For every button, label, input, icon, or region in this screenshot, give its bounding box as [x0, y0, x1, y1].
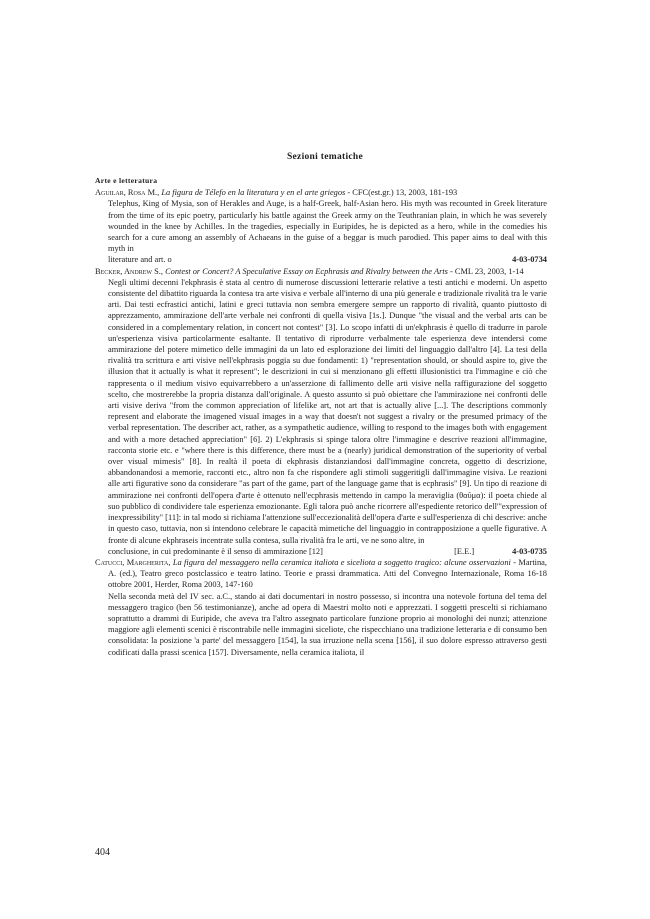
entry-code: 4-03-0734	[512, 255, 547, 265]
entry-title: Contest or Concert? A Speculative Essay on Ecphrasis and Rivalry between the Arts	[165, 266, 448, 276]
entry-title: La figura de Télefo en la literatura y en el arte griegos	[161, 188, 346, 198]
entry-author: Catucci, Margherita	[95, 557, 169, 567]
entry-code: 4-03-0735	[512, 546, 547, 556]
entry-end-line	[95, 546, 547, 557]
entry-citation: - CML 23, 2003, 1-14	[447, 266, 524, 276]
page-title: Sezioni tematiche	[286, 152, 364, 162]
entry-end-text: conclusione, in cui predominante è il senso di ammirazione [12]	[108, 546, 323, 556]
bibliography-entry	[95, 187, 547, 265]
entry-reference: Catucci, Margherita, La figura del messaggero nella ceramica italiota e siceliota a soggetto tragico: alcune osservazioni - Martina, A. (ed.), Teatro greco postclassico e teatro latino. Teorie e prassi drammatica. Atti del Convegno Internazionale, Roma 16-18 ottobre 2001, Herder, Roma 2003, 147-160	[95, 557, 547, 590]
bibliography-entry	[95, 557, 547, 658]
page-number: 404	[95, 847, 110, 858]
entry-reference: Becker, Andrew S., Contest or Concert? A Speculative Essay on Ecphrasis and Rivalry between the Arts - CML 23, 2003, 1-14	[95, 266, 524, 276]
entry-reference: Aguilar, Rosa M., La figura de Télefo en la literatura y en el arte griegos - CFC(est.gr.) 13, 2003, 181-193	[95, 188, 458, 198]
entry-citation: - CFC(est.gr.) 13, 2003, 181-193	[345, 188, 458, 198]
entry-title: La figura del messaggero nella ceramica italiota e siceliota a soggetto tragico: alcune osservazioni	[172, 557, 511, 567]
entry-end-text: literature and art. o	[108, 255, 172, 265]
entry-abstract: Negli ultimi decenni l'ekphrasis è stata al centro di numerose discussioni letterarie relative a testi antichi e moderni. Un aspetto consistente del dibattito riguarda la contesa tra arte visiva e verbale all'interno di una più generale e tradizionale rivalità tra le varie arti. Dai testi ecfrastici antichi, latini e greci tuttavia non sembra emergere sempre un rapporto di rivalità, quanto piuttosto di apprezzamento, ammirazione dell'arte verbale nei confronti di quella visiva [1s.]. Dunque "the visual and the verbal arts can be considered in a complementary relation, in concert not contest" [3]. Lo scopo infatti di un'ekphrasis è quello di tradurre in parole un'esperienza visiva particolarmente esaltante. Il tentativo di riprodurre verbalmente tale esperienza deve intendersi come ammirazione del potere mimetico delle immagini da un lato ed esplorazione dei limiti del linguaggio dall'altro [4]. La tesi della rivalità tra scrittura e arti visive nell'ekphrasis poggia su due fondamenti: 1) "representation should, or should aspire to, give the illusion that it actually is what it represent"; le descrizioni in cui si menzionano gli effetti illusionistici tra l'immagine e ciò che rappresenta o il medium visivo equivarrebbero a un'asserzione di fallimento delle arti visive nella raffigurazione del soggetto scelto, che mostrerebbe la propria distanza dall'originale. A questo assunto si può obiettare che l'ammirazione nei confronti delle arti visive deriva "from the common appreciation of lifelike art, not art that is actually alive [...]. The descriptions commonly represent and elaborate the imagened visual images in a way that doesn't not suggest a rivalry or the presumed primacy of the verbal representation. The describer act, rather, as a sympathetic audience, willing to respond to the images both with engagement and with a more detached appreciation" [6]. 2) L'ekphrasis si spinge talora oltre l'immagine e descrive reazioni all'immagine, racconta storie etc. e "where there is this difference, there must be a (nearly) juridical demonstration of the superiority of verbal over visual mimesis" [8]. In realtà il poeta di ekphrasis distanziandosi dall'immagine concreta, oggetto di descrizione, abbandonandosi a memorie, racconti etc., altro non fa che rispondere agli stimoli suggeritigli dall'immagine visiva. Le reazioni alle arti figurative sono da considerare "as part of the game, part of the language game that is ecphrasis" [9]. Un tipo di reazione di ammirazione nei confronti dell'opera d'arte è ottenuto nell'ecphrasis mettendo in campo la meraviglia (θαῦμα): il poeta chiede al suo pubblico di condividere tale esperienza emozionante. Egli talora può anche ricorrere all'espediente retorico dell'"expression of inexpressibility" [11]: in tal modo si richiama l'attenzione sull'eccezionalità dell'opera d'arte e sull'esperienza di chi descrive: anche in questo caso, tuttavia, non si intendono celebrare le capacità mimetiche del linguaggio in contrapposizione a quelle figurative. A fronte di alcune ekphraseis incentrate sulla contesa, sulla rivalità fra le arti, ve ne sono altre, in	[108, 277, 548, 545]
bibliography-content	[95, 175, 547, 658]
entry-abstract: Telephus, King of Mysia, son of Herakles and Auge, is a half-Greek, half-Asian hero. His myth was recounted in Greek literature from the time of its epic poetry, particularly his battle against the Greek army on the Teuthranian plain, in which he was severely wounded in the knee by Achilles. In the tragedies, especially in Euripides, he is depicted as a hero, while in the comedies his search for a cure among an assembly of Achaeans in the guise of a beggar is much parodied. This paper aims to deal with this myth in	[108, 199, 547, 254]
section-heading: Arte e letteratura	[95, 176, 158, 185]
entry-initials: [E.E.]	[454, 546, 475, 556]
entry-abstract: Nella seconda metà del IV sec. a.C., stando ai dati documentari in nostro possesso, si incontra una notevole fortuna del tema del messaggero tragico (ben 56 testimonianze), anche ad opera di Maestri molto noti e apprezzati. I soggetti prescelti si richiamano soprattutto a drammi di Euripide, che aveva tra l'altro assegnato particolare funzione proprio ai monologhi dei nunzi; attenzione maggiore agli elementi scenici è riscontrabile nelle immagini siceliote, che rispecchiano una tradizione letteraria e di consumo ben consolidata: la posizione 'a parte' del messaggero [154], la sua irruzione nella scena [156], il suo dolore espresso attraverso gesti codificati dalla prassi scenica [157]. Diversamente, nella ceramica italiota, il	[108, 591, 547, 657]
bibliography-entry	[95, 266, 547, 557]
entry-end-line	[95, 254, 547, 265]
entry-author: Aguilar, Rosa M.	[95, 188, 158, 198]
entry-author: Becker, Andrew S.	[95, 266, 161, 276]
entry-citation: - Martina, A. (ed.), Teatro greco postclassico e teatro latino. Teorie e prassi drammatica. Atti del Convegno Internazionale, Roma 16-18 ottobre 2001, Herder, Roma 2003, 147-160	[108, 557, 547, 590]
